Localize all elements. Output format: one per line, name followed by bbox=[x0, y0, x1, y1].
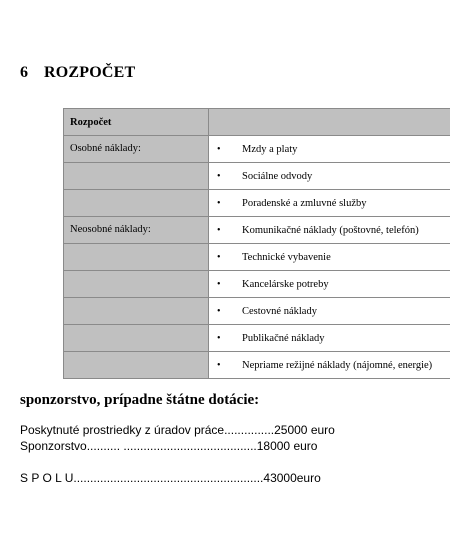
category-cell bbox=[64, 271, 209, 298]
funding-line-sponsorship: Sponzorstvo.......... ........................................18000 euro bbox=[20, 439, 318, 453]
item-cell bbox=[209, 163, 450, 190]
item-label: Poradenské a zmluvné služby bbox=[242, 197, 367, 209]
table-header-cell: Rozpočet bbox=[64, 109, 209, 136]
bullet-icon: • bbox=[217, 359, 221, 371]
table-row bbox=[64, 217, 450, 244]
item-cell bbox=[209, 244, 450, 271]
budget-table bbox=[63, 108, 450, 379]
bullet-icon: • bbox=[217, 170, 221, 182]
funding-total: S P O L U.........................................................43000euro bbox=[20, 471, 321, 485]
item-label: Nepriame režijné náklady (nájomné, energie) bbox=[242, 359, 433, 371]
item-label: Mzdy a platy bbox=[242, 143, 298, 155]
item-label: Komunikačné náklady (poštovné, telefón) bbox=[242, 224, 419, 236]
table-row bbox=[64, 325, 450, 352]
item-cell bbox=[209, 217, 450, 244]
table-row bbox=[64, 163, 450, 190]
item-label: Publikačné náklady bbox=[242, 332, 325, 344]
category-cell bbox=[64, 352, 209, 379]
category-cell bbox=[64, 163, 209, 190]
section-number: 6 bbox=[20, 64, 29, 81]
category-cell: Neosobné náklady: bbox=[64, 217, 209, 244]
item-cell bbox=[209, 352, 450, 379]
bullet-icon: • bbox=[217, 143, 221, 155]
item-label: Cestovné náklady bbox=[242, 305, 317, 317]
table-row bbox=[64, 271, 450, 298]
bullet-icon: • bbox=[217, 332, 221, 344]
item-label: Technické vybavenie bbox=[242, 251, 331, 263]
funding-heading: sponzorstvo, prípadne štátne dotácie: bbox=[20, 392, 260, 408]
item-cell bbox=[209, 298, 450, 325]
table-row bbox=[64, 136, 450, 163]
table-header-row bbox=[64, 109, 450, 136]
item-label: Kancelárske potreby bbox=[242, 278, 329, 290]
category-cell bbox=[64, 325, 209, 352]
funding-line-labor-offices: Poskytnuté prostriedky z úradov práce...............25000 euro bbox=[20, 423, 335, 437]
table-row bbox=[64, 190, 450, 217]
item-cell bbox=[209, 325, 450, 352]
table-row bbox=[64, 352, 450, 379]
item-cell bbox=[209, 136, 450, 163]
item-cell bbox=[209, 190, 450, 217]
table-header-empty-cell bbox=[209, 109, 450, 136]
bullet-icon: • bbox=[217, 305, 221, 317]
category-cell bbox=[64, 298, 209, 325]
item-label: Sociálne odvody bbox=[242, 170, 313, 182]
category-cell bbox=[64, 190, 209, 217]
bullet-icon: • bbox=[217, 278, 221, 290]
section-title: ROZPOČET bbox=[44, 64, 136, 81]
category-cell bbox=[64, 244, 209, 271]
bullet-icon: • bbox=[217, 251, 221, 263]
section-heading bbox=[20, 64, 135, 82]
table-row bbox=[64, 298, 450, 325]
item-cell bbox=[209, 271, 450, 298]
bullet-icon: • bbox=[217, 224, 221, 236]
category-cell: Osobné náklady: bbox=[64, 136, 209, 163]
table-row bbox=[64, 244, 450, 271]
bullet-icon: • bbox=[217, 197, 221, 209]
